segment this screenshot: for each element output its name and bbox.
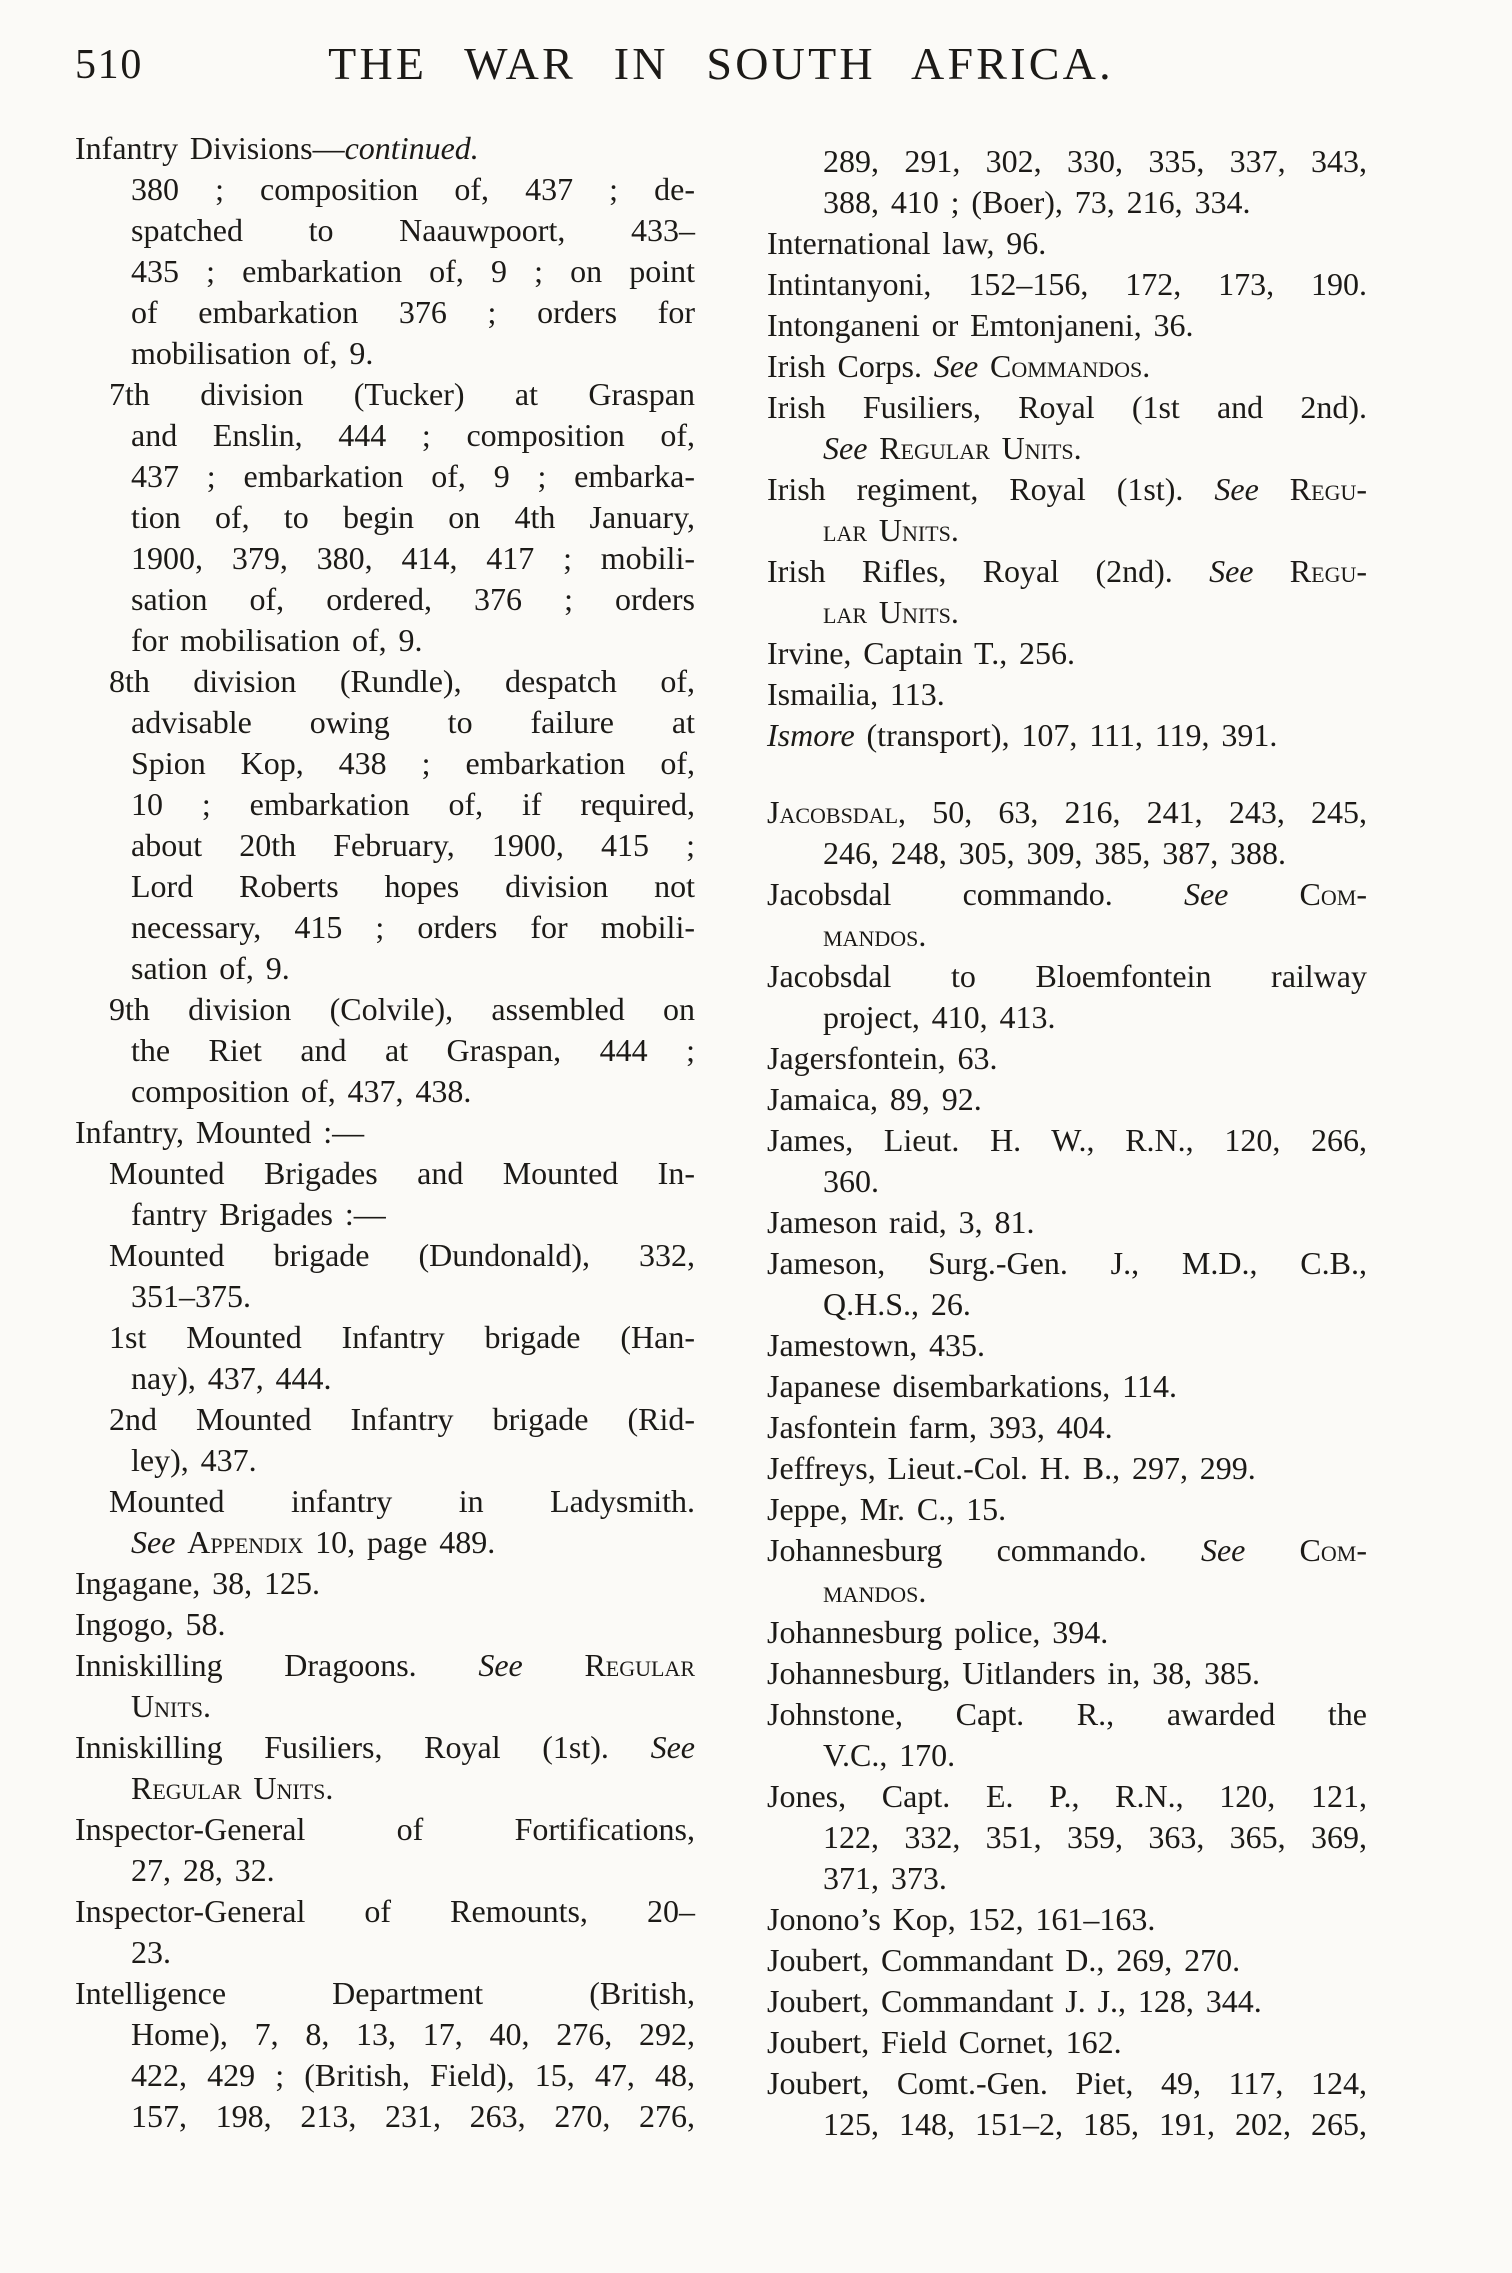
index-line <box>767 956 1367 997</box>
text <box>175 1524 187 1560</box>
index-line <box>767 792 1367 833</box>
text: Jacobsdal to Bloemfontein railway <box>767 958 1367 994</box>
smallcaps-text: Jacobsdal <box>767 794 899 830</box>
text: Inniskilling Fusiliers, Royal (1st). <box>75 1729 651 1765</box>
index-line <box>75 1891 695 1932</box>
text: Jamaica, 89, 92. <box>767 1081 982 1117</box>
text <box>978 348 990 384</box>
index-line <box>767 1858 1367 1899</box>
text: Intelligence Department (British, <box>75 1975 695 2011</box>
index-line <box>75 866 695 907</box>
index-line <box>75 948 695 989</box>
index-line <box>767 141 1367 182</box>
text: about 20th February, 1900, 415 ; <box>131 827 695 863</box>
italic-text: Ismore <box>767 717 855 753</box>
text: Spion Kop, 438 ; embarkation of, <box>131 745 695 781</box>
page-header <box>75 36 1367 106</box>
index-line <box>767 1653 1367 1694</box>
index-line <box>75 1317 695 1358</box>
index-line <box>75 1563 695 1604</box>
text: James, Lieut. H. W., R.N., 120, 266, <box>767 1122 1367 1158</box>
text <box>1253 553 1289 589</box>
index-line <box>75 2055 695 2096</box>
index-line <box>767 1325 1367 1366</box>
index-column-right <box>767 128 1367 2145</box>
index-line <box>767 1817 1367 1858</box>
index-line <box>75 1276 695 1317</box>
text: Infantry Divisions— <box>75 130 345 166</box>
index-line <box>767 1530 1367 1571</box>
text: composition of, 437, 438. <box>131 1073 472 1109</box>
index-line <box>767 1940 1367 1981</box>
index-line <box>767 1571 1367 1612</box>
text: 8th division (Rundle), despatch of, <box>109 663 695 699</box>
index-line <box>75 538 695 579</box>
index-line <box>767 1981 1367 2022</box>
text: Inspector-General of Remounts, 20– <box>75 1893 695 1929</box>
index-line <box>767 997 1367 1038</box>
index-line <box>75 579 695 620</box>
index-line <box>767 1079 1367 1120</box>
smallcaps-text: mandos. <box>823 917 927 953</box>
index-line <box>767 1735 1367 1776</box>
text: nay), 437, 444. <box>131 1360 332 1396</box>
italic-text: See <box>131 1524 176 1560</box>
text: 10 ; embarkation of, if required, <box>131 786 695 822</box>
index-columns <box>75 128 1367 2145</box>
index-line <box>75 1932 695 1973</box>
italic-text: See <box>650 1729 695 1765</box>
index-line <box>75 661 695 702</box>
index-line <box>75 2014 695 2055</box>
index-line <box>75 128 695 169</box>
text: 23. <box>131 1934 171 1970</box>
index-line <box>75 1440 695 1481</box>
text: for mobilisation of, 9. <box>131 622 423 658</box>
index-line <box>75 1112 695 1153</box>
index-line <box>767 1448 1367 1489</box>
smallcaps-text: Com- <box>1299 1532 1367 1568</box>
index-line <box>767 223 1367 264</box>
index-line <box>75 1030 695 1071</box>
text <box>1245 1532 1299 1568</box>
running-title: THE WAR IN SOUTH AFRICA. <box>328 38 1114 89</box>
italic-text: See <box>1209 553 1254 589</box>
text: Q.H.S., 26. <box>823 1286 971 1322</box>
text: Intintanyoni, 152–156, 172, 173, 190. <box>767 266 1367 302</box>
index-line <box>75 1604 695 1645</box>
text: Infantry, Mounted :— <box>75 1114 365 1150</box>
text: Japanese disembarkations, 114. <box>767 1368 1177 1404</box>
index-line <box>75 1809 695 1850</box>
text: Ingagane, 38, 125. <box>75 1565 320 1601</box>
index-line <box>767 1489 1367 1530</box>
text: Inspector-General of Fortifications, <box>75 1811 695 1847</box>
text <box>1228 876 1299 912</box>
index-line <box>767 1038 1367 1079</box>
text: 125, 148, 151–2, 185, 191, 202, 265, <box>823 2106 1367 2142</box>
text: Joubert, Field Cornet, 162. <box>767 2024 1122 2060</box>
text: Ismailia, 113. <box>767 676 945 712</box>
italic-text: See <box>933 348 979 384</box>
index-line <box>75 1850 695 1891</box>
index-line <box>767 1899 1367 1940</box>
index-line <box>767 1202 1367 1243</box>
index-line <box>75 1481 695 1522</box>
smallcaps-text: Commandos. <box>990 348 1151 384</box>
italic-text: See <box>823 430 868 466</box>
text: Jeppe, Mr. C., 15. <box>767 1491 1007 1527</box>
text: 157, 198, 213, 231, 263, 270, 276, <box>131 2098 695 2134</box>
text: Mounted infantry in Ladysmith. <box>109 1483 695 1519</box>
index-line <box>75 1973 695 2014</box>
index-line <box>767 1161 1367 1202</box>
text: of embarkation 376 ; orders for <box>131 294 695 330</box>
index-line <box>75 1399 695 1440</box>
text: Joubert, Commandant D., 269, 270. <box>767 1942 1241 1978</box>
index-line <box>75 1768 695 1809</box>
text: (transport), 107, 111, 119, 391. <box>854 717 1278 753</box>
index-line <box>75 415 695 456</box>
index-line <box>75 1727 695 1768</box>
text: Jameson raid, 3, 81. <box>767 1204 1035 1240</box>
text <box>1259 471 1290 507</box>
text: 122, 332, 351, 359, 363, 365, 369, <box>823 1819 1367 1855</box>
index-line <box>75 251 695 292</box>
index-line <box>767 833 1367 874</box>
index-line <box>767 346 1367 387</box>
text: 380 ; composition of, 437 ; de- <box>131 171 695 207</box>
index-line <box>767 1120 1367 1161</box>
index-line <box>75 702 695 743</box>
index-line <box>767 1366 1367 1407</box>
index-line <box>75 456 695 497</box>
smallcaps-text: Regular <box>584 1647 695 1683</box>
index-column-left <box>75 128 695 2145</box>
index-line <box>75 1071 695 1112</box>
index-line <box>75 169 695 210</box>
text: Jagersfontein, 63. <box>767 1040 998 1076</box>
text: Jameson, Surg.-Gen. J., M.D., C.B., <box>767 1245 1367 1281</box>
index-line <box>767 2104 1367 2145</box>
smallcaps-text: Regu- <box>1289 471 1367 507</box>
smallcaps-text: lar Units. <box>823 512 959 548</box>
text: 1900, 379, 380, 414, 417 ; mobili- <box>131 540 695 576</box>
text: sation of, 9. <box>131 950 290 986</box>
text: mobilisation of, 9. <box>131 335 374 371</box>
text: tion of, to begin on 4th January, <box>131 499 695 535</box>
index-line <box>75 1194 695 1235</box>
text: 422, 429 ; (British, Field), 15, 47, 48, <box>131 2057 695 2093</box>
text: 371, 373. <box>823 1860 947 1896</box>
text <box>867 430 879 466</box>
text: Johannesburg commando. <box>767 1532 1201 1568</box>
text: Jeffreys, Lieut.-Col. H. B., 297, 299. <box>767 1450 1256 1486</box>
index-line <box>767 1694 1367 1735</box>
index-line <box>75 1522 695 1563</box>
text: Ingogo, 58. <box>75 1606 226 1642</box>
index-line <box>75 374 695 415</box>
index-line <box>767 674 1367 715</box>
index-line <box>767 1612 1367 1653</box>
text: V.C., 170. <box>823 1737 956 1773</box>
index-line <box>75 292 695 333</box>
index-line <box>767 510 1367 551</box>
text: 360. <box>823 1163 879 1199</box>
text: fantry Brigades :— <box>131 1196 386 1232</box>
text: 1st Mounted Infantry brigade (Han- <box>109 1319 695 1355</box>
index-line <box>767 182 1367 223</box>
index-line <box>767 551 1367 592</box>
text: Joubert, Commandant J. J., 128, 344. <box>767 1983 1262 2019</box>
text: Jamestown, 435. <box>767 1327 986 1363</box>
index-line <box>767 1243 1367 1284</box>
text: , 50, 63, 216, 241, 243, 245, <box>898 794 1367 830</box>
italic-text: See <box>1200 1532 1246 1568</box>
index-line <box>767 874 1367 915</box>
italic-text: See <box>1183 876 1229 912</box>
index-line <box>767 592 1367 633</box>
text: the Riet and at Graspan, 444 ; <box>131 1032 695 1068</box>
index-line <box>75 1153 695 1194</box>
text: Johnstone, Capt. R., awarded the <box>767 1696 1367 1732</box>
index-line <box>75 210 695 251</box>
index-line <box>767 915 1367 956</box>
text: Jacobsdal commando. <box>767 876 1184 912</box>
index-line <box>767 264 1367 305</box>
text: Jones, Capt. E. P., R.N., 120, 121, <box>767 1778 1367 1814</box>
italic-text: See <box>478 1647 523 1683</box>
smallcaps-text: Com- <box>1299 876 1367 912</box>
text <box>523 1647 585 1683</box>
index-line <box>767 2063 1367 2104</box>
text: 289, 291, 302, 330, 335, 337, 343, <box>823 143 1367 179</box>
section-gap <box>767 756 1367 792</box>
text: Irish Corps. <box>767 348 934 384</box>
index-line <box>75 620 695 661</box>
text: Joubert, Comt.-Gen. Piet, 49, 117, 124, <box>767 2065 1367 2101</box>
index-line <box>767 715 1367 756</box>
text: ley), 437. <box>131 1442 257 1478</box>
index-line <box>75 907 695 948</box>
italic-text: continued. <box>344 130 479 166</box>
smallcaps-text: mandos. <box>823 1573 927 1609</box>
index-line <box>75 2096 695 2137</box>
text: 2nd Mounted Infantry brigade (Rid- <box>109 1401 695 1437</box>
index-line <box>75 1358 695 1399</box>
text: Home), 7, 8, 13, 17, 40, 276, 292, <box>131 2016 695 2052</box>
text: Irish Rifles, Royal (2nd). <box>767 553 1210 589</box>
index-line <box>767 1407 1367 1448</box>
text: Jonono’s Kop, 152, 161–163. <box>767 1901 1156 1937</box>
text: advisable owing to failure at <box>131 704 695 740</box>
text: Johannesburg police, 394. <box>767 1614 1109 1650</box>
smallcaps-text: Appendix <box>187 1524 304 1560</box>
text: Irish regiment, Royal (1st). <box>767 471 1215 507</box>
text: necessary, 415 ; orders for mobili- <box>131 909 695 945</box>
smallcaps-text: Regu- <box>1289 553 1367 589</box>
text: spatched to Naauwpoort, 433– <box>131 212 695 248</box>
text: 437 ; embarkation of, 9 ; embarka- <box>131 458 695 494</box>
index-line <box>767 633 1367 674</box>
text: project, 410, 413. <box>823 999 1056 1035</box>
index-line <box>767 305 1367 346</box>
index-line <box>75 1235 695 1276</box>
page-number: 510 <box>75 42 144 88</box>
text: 10, page 489. <box>303 1524 496 1560</box>
smallcaps-text: lar Units. <box>823 594 959 630</box>
index-line <box>767 469 1367 510</box>
text: Inniskilling Dragoons. <box>75 1647 479 1683</box>
index-line <box>767 1776 1367 1817</box>
text: Mounted Brigades and Mounted In- <box>109 1155 695 1191</box>
text: 9th division (Colvile), assembled on <box>109 991 695 1027</box>
index-line <box>75 1645 695 1686</box>
text: sation of, ordered, 376 ; orders <box>131 581 695 617</box>
smallcaps-text: Regular Units. <box>131 1770 334 1806</box>
text: Johannesburg, Uitlanders in, 38, 385. <box>767 1655 1260 1691</box>
index-line <box>767 387 1367 428</box>
text: 388, 410 ; (Boer), 73, 216, 334. <box>823 184 1251 220</box>
text: Intonganeni or Emtonjaneni, 36. <box>767 307 1194 343</box>
index-line <box>767 2022 1367 2063</box>
text: 27, 28, 32. <box>131 1852 275 1888</box>
text: 351–375. <box>131 1278 251 1314</box>
text: 435 ; embarkation of, 9 ; on point <box>131 253 695 289</box>
text: 7th division (Tucker) at Graspan <box>109 376 695 412</box>
index-line <box>767 1284 1367 1325</box>
smallcaps-text: Units. <box>131 1688 211 1724</box>
index-line <box>767 428 1367 469</box>
index-line <box>75 743 695 784</box>
index-line <box>75 333 695 374</box>
index-line <box>75 989 695 1030</box>
text: Irvine, Captain T., 256. <box>767 635 1076 671</box>
text: Lord Roberts hopes division not <box>131 868 695 904</box>
italic-text: See <box>1214 471 1259 507</box>
smallcaps-text: Regular Units. <box>879 430 1082 466</box>
index-line <box>75 1686 695 1727</box>
text: Jasfontein farm, 393, 404. <box>767 1409 1113 1445</box>
text: Irish Fusiliers, Royal (1st and 2nd). <box>767 389 1367 425</box>
index-line <box>75 497 695 538</box>
text: Mounted brigade (Dundonald), 332, <box>109 1237 695 1273</box>
text: International law, 96. <box>767 225 1047 261</box>
text: 246, 248, 305, 309, 385, 387, 388. <box>823 835 1287 871</box>
text: and Enslin, 444 ; composition of, <box>131 417 695 453</box>
index-line <box>75 784 695 825</box>
index-line <box>75 825 695 866</box>
